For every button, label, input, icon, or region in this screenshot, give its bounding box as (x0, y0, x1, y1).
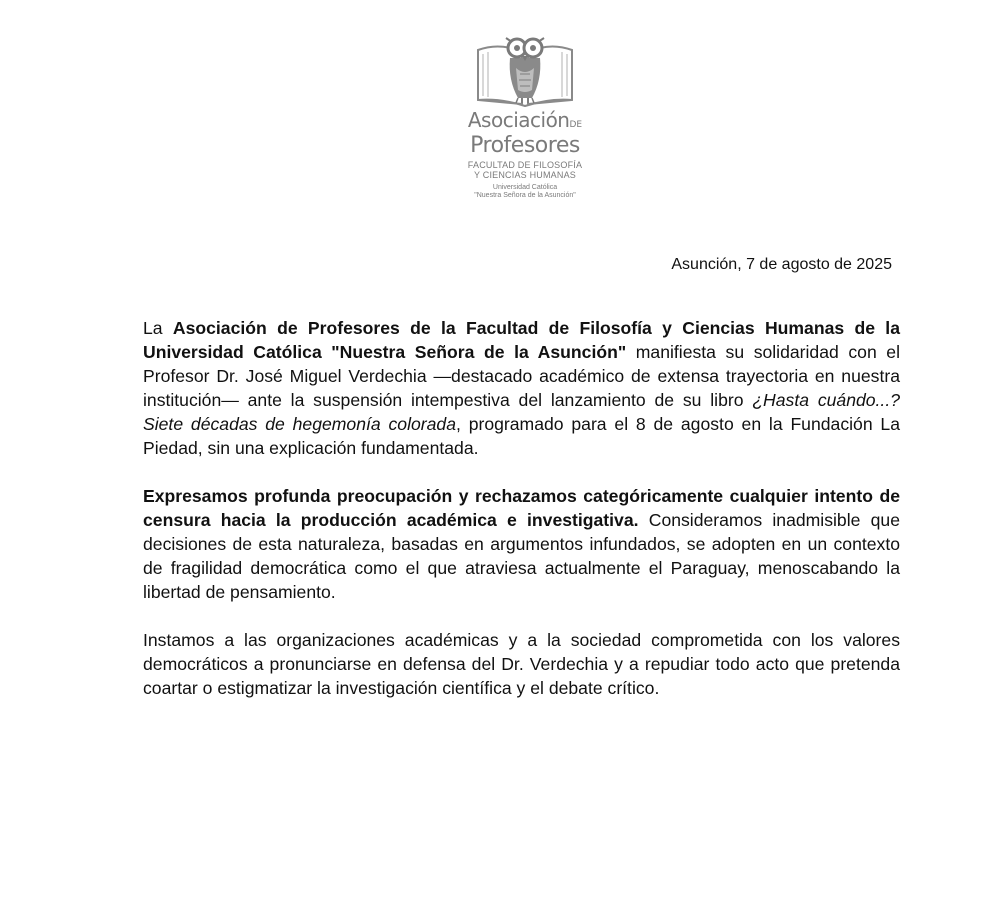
association-logo (455, 28, 595, 200)
paragraph-call-to-action: Instamos a las organizaciones académicas y a la sociedad comprometida con los valores democráticos a pronunciarse en defensa del Dr. Verdechia y a repudiar todo acto que pretenda coartar o estigmatizar la investigación científica y el debate crítico. (143, 630, 900, 698)
paragraph-solidarity: La Asociación de Profesores de la Facultad de Filosofía y Ciencias Humanas de la Universidad Católica "Nuestra Señora de la Asunción" manifiesta su solidaridad con el Profesor Dr. José Miguel Verdechia —destacado académico de extensa trayectoria en nuestra institución— ante la suspensión intempestiva del lanzamiento de su libro ¿Hasta cuándo...? Siete décadas de hegemonía colorada, programado para el 8 de agosto en la Fundación La Piedad, sin una explicación fundamentada. (143, 318, 901, 458)
logo-name-line1: AsociaciónDE (467, 108, 583, 132)
logo-faculty-line1: FACULTAD DE FILOSOFÍA (467, 160, 583, 170)
owl-on-book-icon (470, 28, 580, 108)
logo-faculty-line2: Y CIENCIAS HUMANAS (474, 170, 576, 180)
logo-name-line2: Profesores (470, 133, 580, 158)
paragraph-concern: Expresamos profunda preocupación y rechazamos categóricamente cualquier intento de censura hacia la producción académica e investigativa. Consideramos inadmisible que decisiones de esta naturaleza, basadas en argumentos infundados, se adopten en un contexto de fragilidad democrática como el que atraviesa actualmente el Paraguay, menoscabando la libertad de pensamiento. (143, 486, 900, 602)
logo-university-line1: Universidad Católica (492, 184, 558, 191)
statement-body (143, 316, 900, 724)
document-date: Asunción, 7 de agosto de 2025 (671, 256, 892, 273)
logo-university-line2: "Nuestra Señora de la Asunción" (474, 192, 576, 199)
